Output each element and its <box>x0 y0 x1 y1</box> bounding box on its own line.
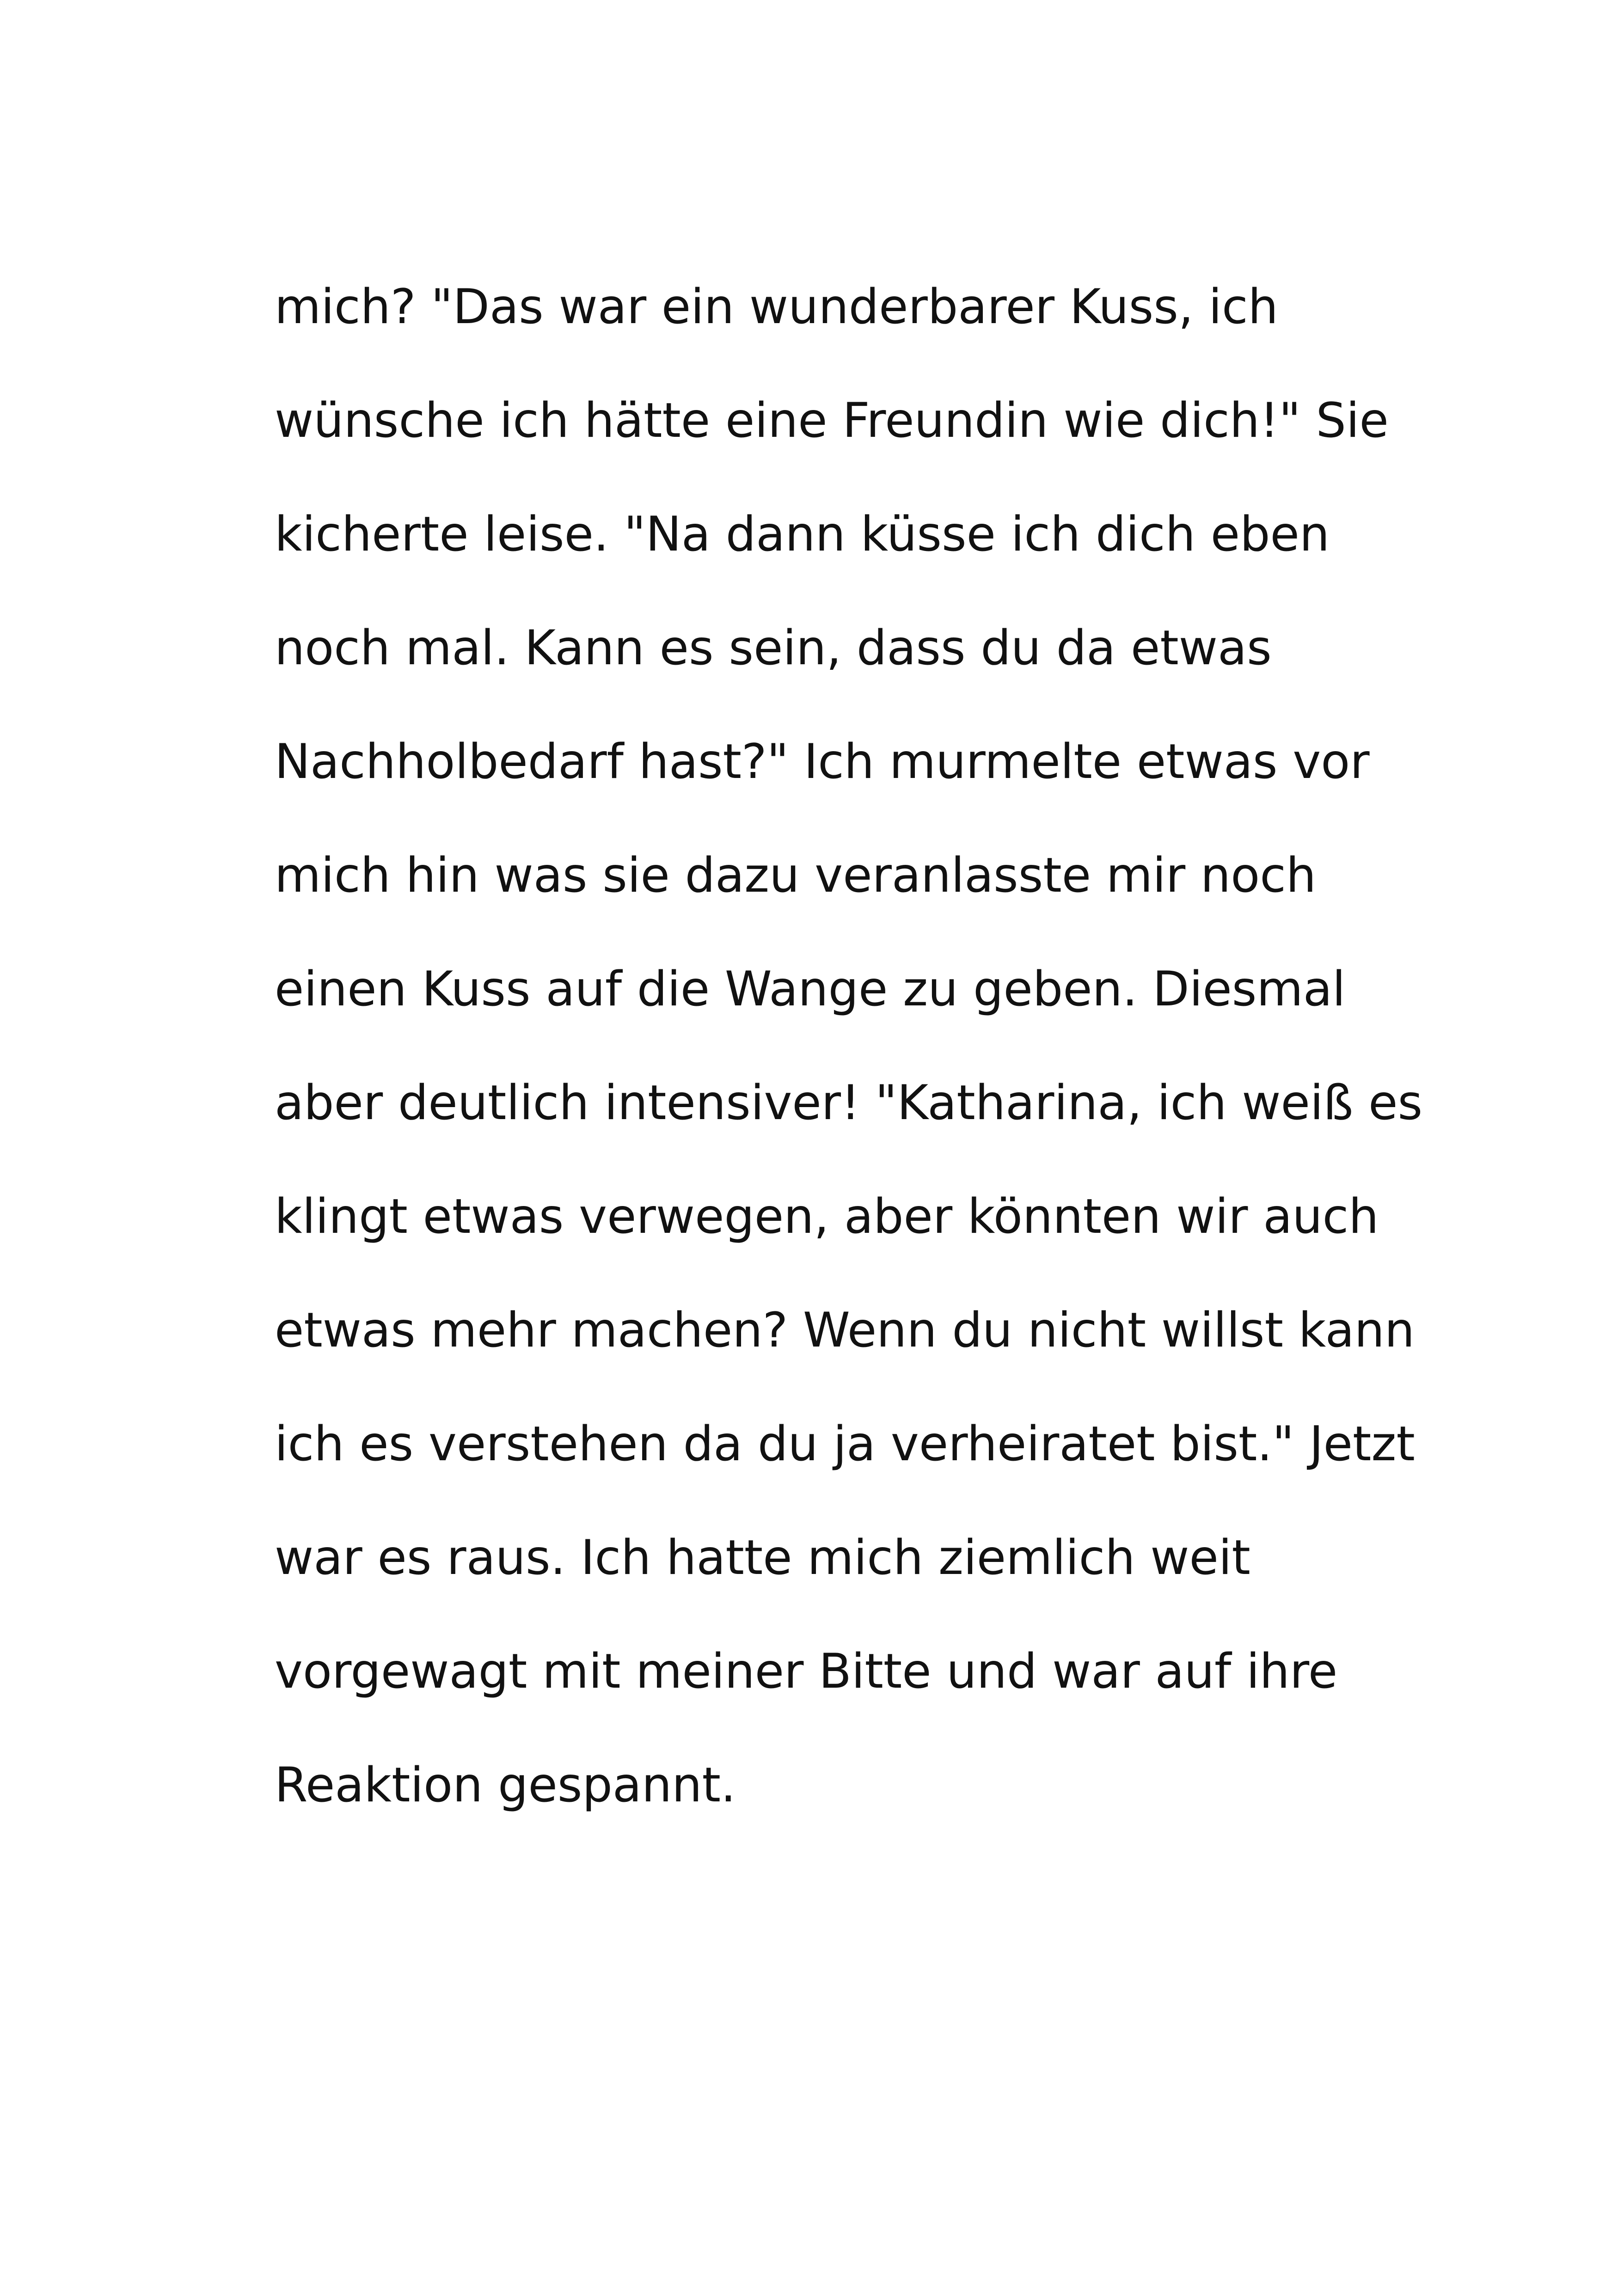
text-line: ich es verstehen da du ja verheiratet bist." Jetzt <box>275 1416 1415 1472</box>
text-line: noch mal. Kann es sein, dass du da etwas <box>275 620 1272 676</box>
text-line: war es raus. Ich hatte mich ziemlich weit <box>275 1530 1250 1586</box>
text-line: Nachholbedarf hast?" Ich murmelte etwas vor <box>275 734 1370 790</box>
text-line: mich hin was sie dazu veranlasste mir noch <box>275 848 1317 903</box>
text-line: vorgewagt mit meiner Bitte und war auf ihre <box>275 1644 1338 1699</box>
text-line: kicherte leise. "Na dann küsse ich dich eben <box>275 507 1330 562</box>
text-line: klingt etwas verwegen, aber könnten wir auch <box>275 1189 1379 1244</box>
text-line: Reaktion gespannt. <box>275 1757 736 1813</box>
text-line: einen Kuss auf die Wange zu geben. Diesmal <box>275 961 1346 1017</box>
text-line: aber deutlich intensiver! "Katharina, ich weiß es <box>275 1075 1423 1131</box>
text-line: etwas mehr machen? Wenn du nicht willst kann <box>275 1303 1415 1358</box>
text-line: wünsche ich hätte eine Freundin wie dich!" Sie <box>275 393 1389 448</box>
text-line: mich? "Das war ein wunderbarer Kuss, ich <box>275 279 1278 335</box>
body-text <box>275 269 1423 1861</box>
